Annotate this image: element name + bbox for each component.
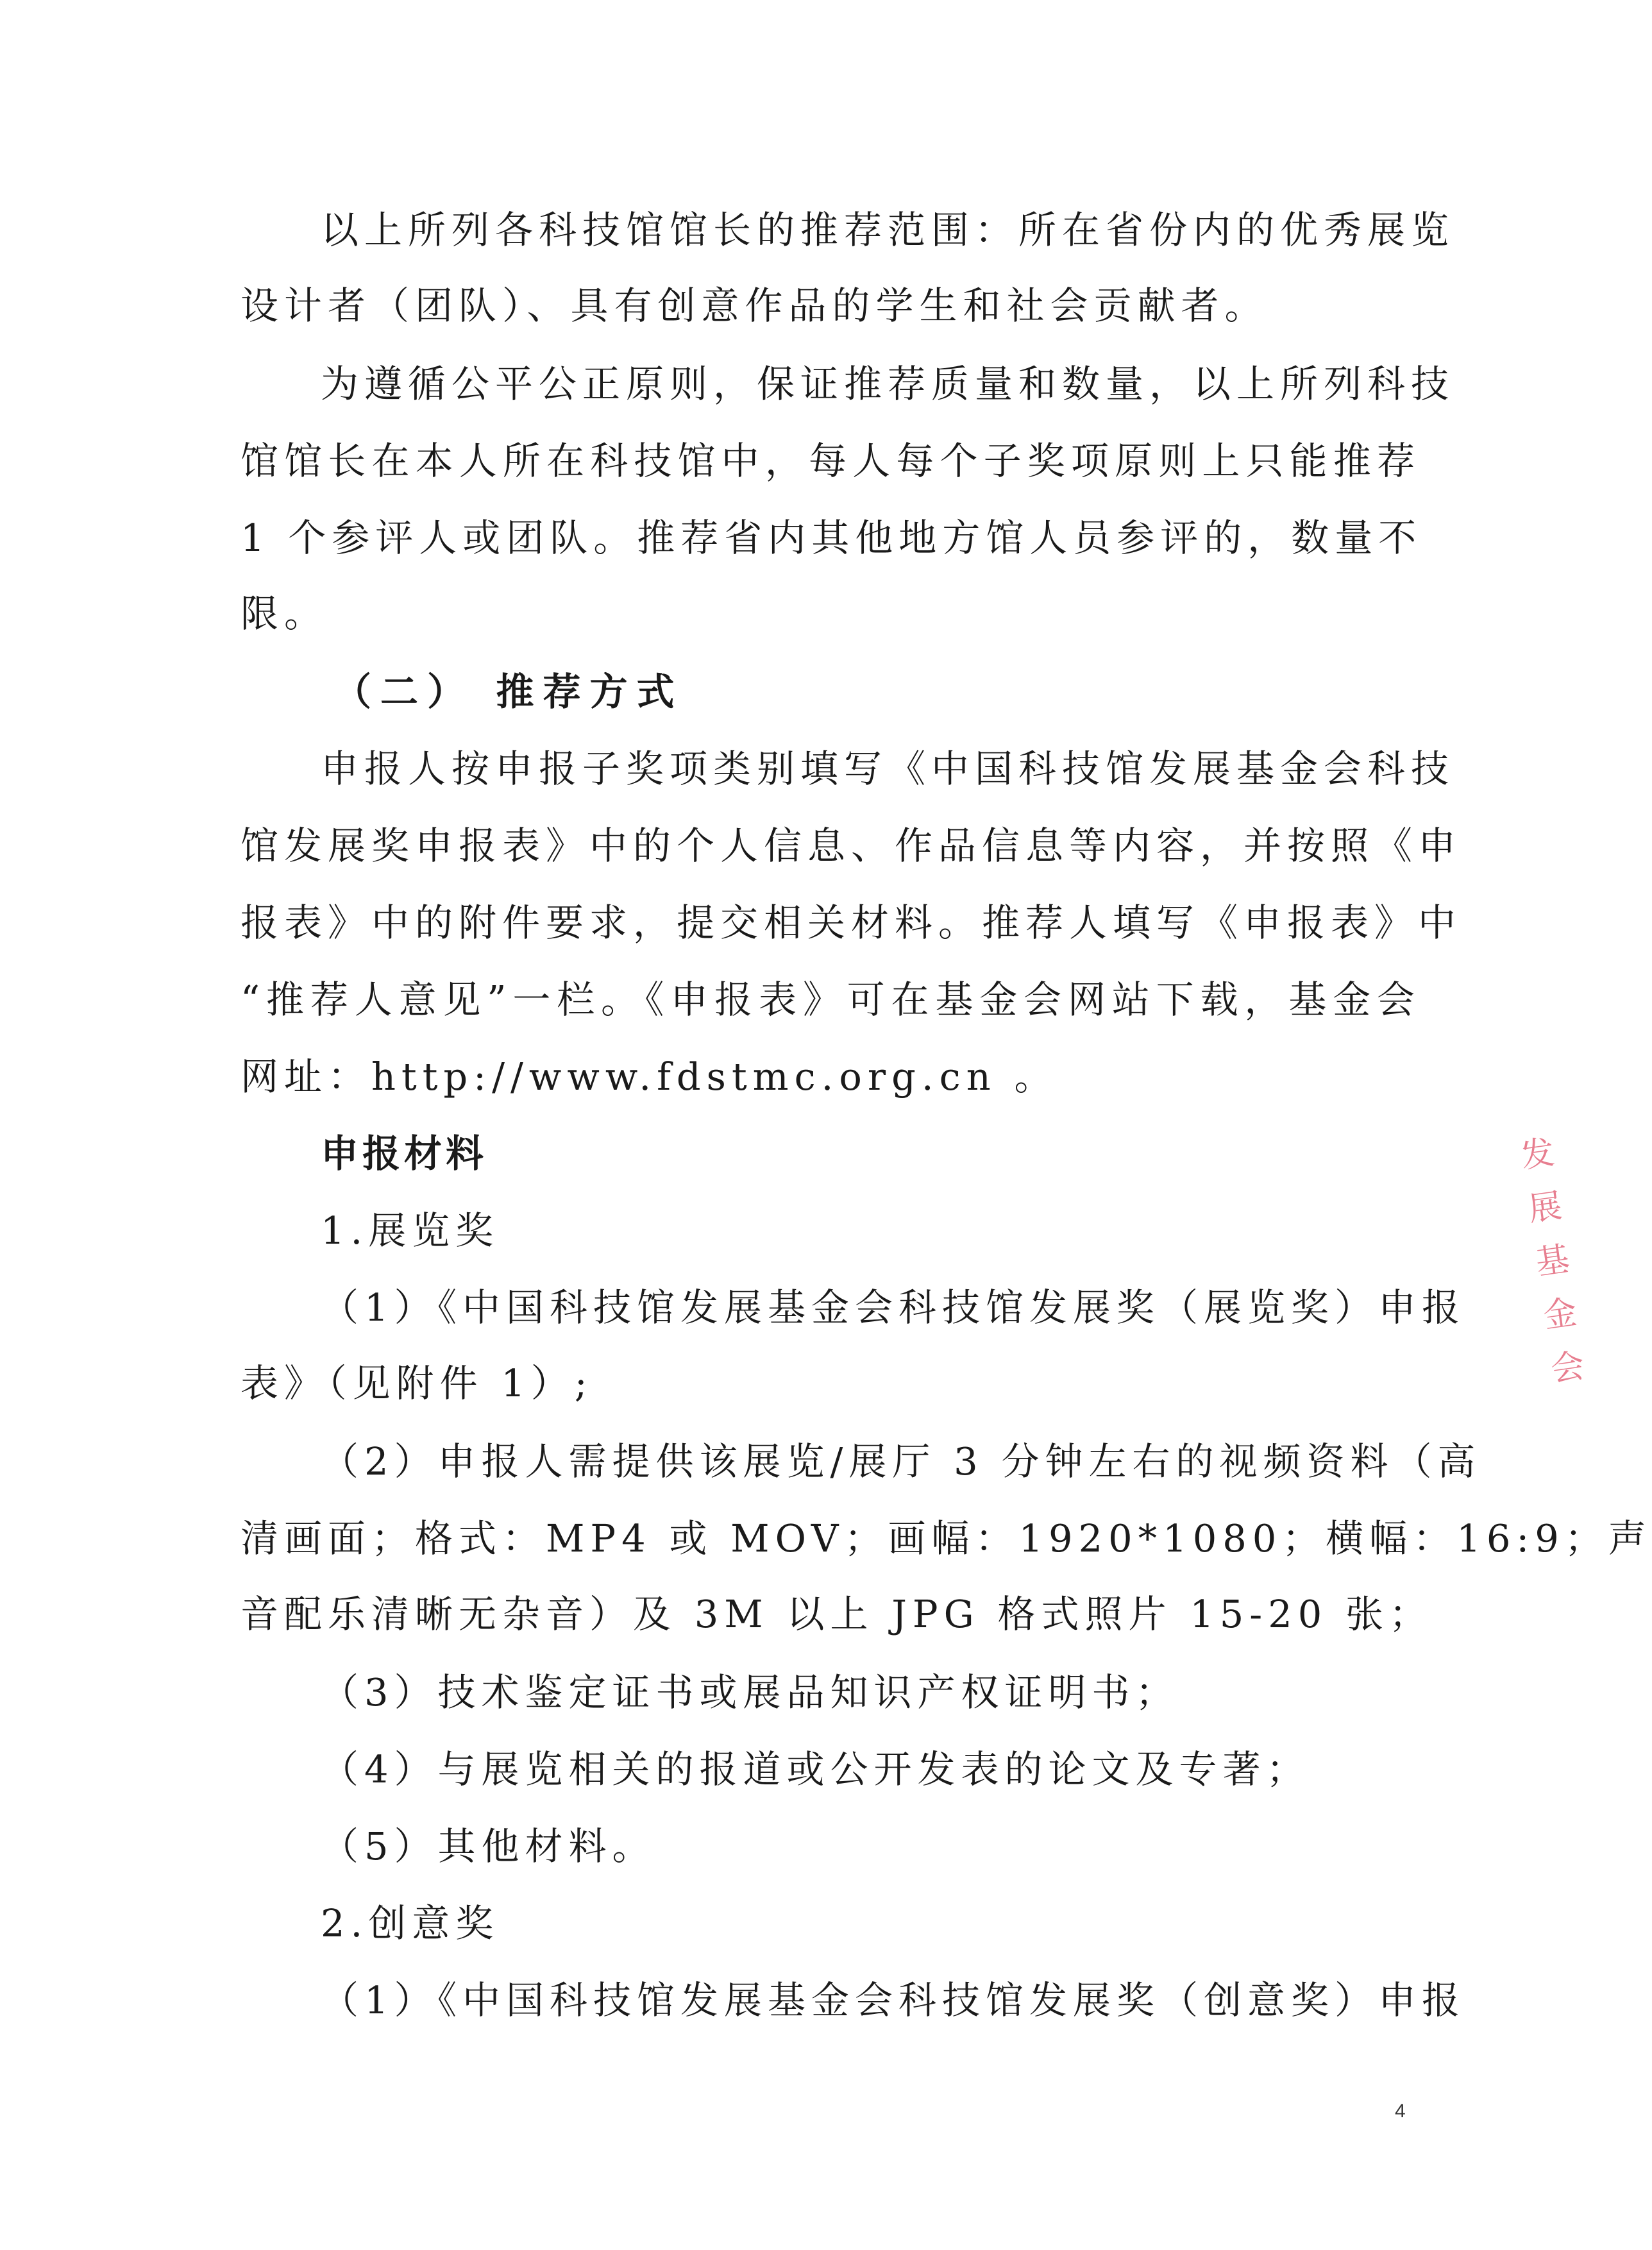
paragraph-line: 报表》中的附件要求，提交相关材料。推荐人填写《申报表》中: [240, 901, 1462, 945]
materials-heading: 申报材料: [321, 1131, 488, 1176]
paragraph-line: 设计者（团队）、具有创意作品的学生和社会贡献者。: [240, 283, 1268, 328]
website-url-line: 网址：http://www.fdstmc.org.cn 。: [240, 1054, 1058, 1099]
paragraph-line: 馆馆长在本人所在科技馆中，每人每个子奖项原则上只能推荐: [240, 439, 1420, 483]
list-item: 音配乐清晰无杂音）及 3M 以上 JPG 格式照片 15-20 张；: [240, 1592, 1433, 1636]
section-heading: （二） 推荐方式: [333, 670, 684, 714]
list-item: 表》（见附件 1）;: [240, 1361, 593, 1405]
list-item: （2）申报人需提供该展览/展厅 3 分钟左右的视频资料（高: [321, 1439, 1481, 1484]
list-item: （5）其他材料。: [321, 1824, 656, 1868]
paragraph-line: 馆发展奖申报表》中的个人信息、作品信息等内容，并按照《申: [240, 824, 1462, 868]
list-item: （1）《中国科技馆发展基金会科技馆发展奖（创意奖）申报: [321, 1978, 1466, 2022]
list-item: （1）《中国科技馆发展基金会科技馆发展奖（展览奖）申报: [321, 1285, 1466, 1330]
list-item: （3）技术鉴定证书或展品知识产权证明书；: [321, 1670, 1179, 1714]
list-item: （4）与展览相关的报道或公开发表的论文及专著；: [321, 1747, 1310, 1791]
paragraph-line: 为遵循公平公正原则，保证推荐质量和数量，以上所列科技: [321, 362, 1455, 406]
exhibition-award-title: 1.展览奖: [321, 1208, 500, 1253]
creativity-award-title: 2.创意奖: [321, 1901, 500, 1945]
paragraph-line: 申报人按申报子奖项类别填写《中国科技馆发展基金会科技: [321, 747, 1455, 791]
seal-stamp: 发 展 基 金 会: [1518, 1133, 1587, 1389]
paragraph-line: 限。: [240, 591, 328, 636]
page-number: 4: [1395, 2101, 1406, 2122]
paragraph-line: 1 个参评人或团队。推荐省内其他地方馆人员参评的，数量不: [240, 516, 1422, 560]
list-item: 清画面；格式：MP4 或 MOV；画幅：1920*1080；横幅：16:9；声: [240, 1516, 1652, 1561]
paragraph-line: 以上所列各科技馆馆长的推荐范围：所在省份内的优秀展览: [321, 208, 1455, 252]
paragraph-line: “推荐人意见”一栏。《申报表》可在基金会网站下载，基金会: [240, 977, 1420, 1022]
